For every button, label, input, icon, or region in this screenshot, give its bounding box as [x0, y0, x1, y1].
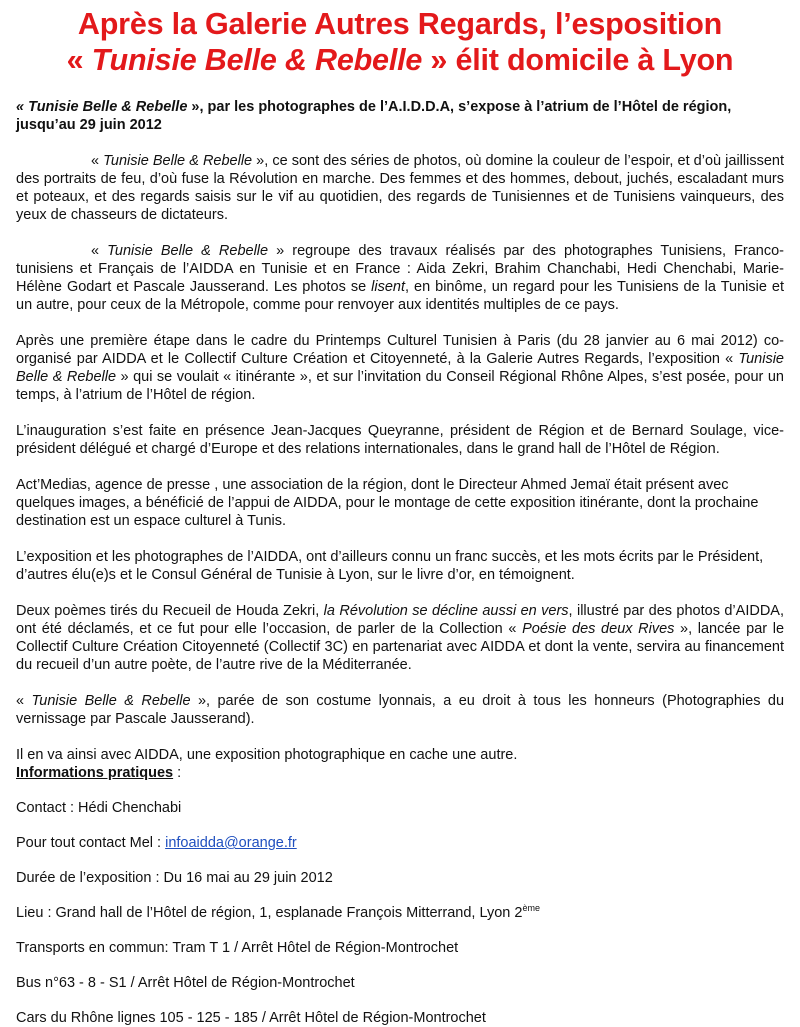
info-mail-label: Pour tout contact Mel :: [16, 835, 166, 851]
p2-text-a: » regroupe des travaux réalisés par des photographes Tunisiens, Franco-tunisiens et Français de l’AIDDA en Tunisie et en France : Aida Zekri, Brahim Chanchabi, Hedi Chenchabi, Marie-Hélène Godart et Pascale Jausserand. Les photos se: [16, 243, 784, 295]
p2-quote: «: [91, 243, 108, 259]
title-line-1: Après la Galerie Autres Regards, l’esposition: [77, 7, 723, 41]
title-quote-close: » élit domicile à Lyon: [422, 43, 734, 77]
p3-text-b: » qui se voulait « itinérante », et sur l’invitation du Conseil Régional Rhône Alpes, s’est posée, pour un temps, à l’atrium de l’Hôtel de région.: [16, 369, 784, 403]
title-quote-open: «: [66, 43, 92, 77]
p2-exhibition-name: Tunisie Belle & Rebelle: [107, 243, 269, 259]
paragraph-6: L’exposition et les photographes de l’AIDDA, ont d’ailleurs connu un franc succès, et les mots écrits par le Président, d’autres élu(e)s et le Consul Général de Tunisie à Lyon, sur le livre d’or, en témoignent.: [16, 549, 764, 583]
lede-text: », par les photographes de l’A.I.D.D.A, s’expose à l’atrium de l’Hôtel de région, jusqu’au 29 juin 2012: [16, 99, 732, 133]
paragraph-2: [16, 242, 784, 314]
p2-text-b: , en binôme, un regard pour les Tunisiens de la Tunisie et un autre, pour ceux de la Métropole, comme pour renvoyer aux identités multiples de ce pays.: [16, 279, 784, 313]
info-heading: Informations pratiques: [16, 765, 174, 781]
info-contact: Contact : Hédi Chenchabi: [16, 800, 182, 816]
info-heading-colon: :: [173, 765, 182, 781]
paragraph-9: Il en va ainsi avec AIDDA, une exposition photographique en cache une autre.: [16, 747, 518, 763]
info-location: [16, 904, 784, 922]
info-location-sup: ème: [522, 903, 540, 914]
p7-text-b: , illustré par des photos d’AIDDA, ont été déclamés, et ce fut pour elle l’occasion, de parler de la Collection «: [16, 603, 785, 637]
info-location-text: Lieu : Grand hall de l’Hôtel de région, 1, esplanade François Mitterrand, Lyon 2: [16, 905, 523, 921]
paragraph-8: [16, 692, 784, 728]
paragraph-5: Act’Medias, agence de presse , une association de la région, dont le Directeur Ahmed Jemaï était présent avec quelques images, a bénéficié de l’appui de AIDDA, pour le montage de cette exposition itinérante, dont la prochaine destination est un espace culturel à Tunis.: [16, 477, 759, 529]
info-heading-line: [16, 764, 784, 782]
paragraph-1: [16, 152, 784, 224]
p7-text-c: », lancée par le Collectif Culture Création Citoyenneté (Collectif 3C) en partenariat avec AIDDA et dont la vente, servira au financement du recueil d’un autre poète, de l’autre rive de la Méditerranée.: [16, 621, 785, 673]
email-link[interactable]: infoaidda@orange.fr: [165, 835, 297, 851]
p8-quote: «: [16, 693, 32, 709]
p8-text: », parée de son costume lyonnais, a eu droit à tous les honneurs (Photographies du vernissage par Pascale Jausserand).: [16, 693, 785, 727]
practical-info: [16, 764, 784, 1027]
title-line-2: [67, 43, 734, 77]
document-page: [16, 6, 784, 1027]
p3-exhibition-name: Tunisie Belle & Rebelle: [16, 351, 784, 385]
info-cars: Cars du Rhône lignes 105 - 125 - 185 / Arrêt Hôtel de Région-Montrochet: [16, 1010, 486, 1026]
p2-italic-word: lisent: [371, 279, 405, 295]
info-transports: Transports en commun: Tram T 1 / Arrêt Hôtel de Région-Montrochet: [16, 940, 459, 956]
paragraph-7: [16, 602, 784, 674]
p8-exhibition-name: Tunisie Belle & Rebelle: [31, 693, 191, 709]
paragraph-4: L’inauguration s’est faite en présence Jean-Jacques Queyranne, président de Région et de Bernard Soulage, vice-président délégué et chargé d’Europe et des relations internationales, dans le grand hall de l’Hôtel de Région.: [16, 423, 784, 457]
title-exhibition-name: Tunisie Belle & Rebelle: [91, 43, 423, 77]
p7-italic-title: la Révolution se décline aussi en vers: [323, 603, 569, 619]
lede: [16, 98, 784, 134]
paragraph-3: [16, 332, 784, 404]
p7-text-a: Deux poèmes tirés du Recueil de Houda Zekri,: [16, 603, 324, 619]
p7-collection-name: Poésie des deux Rives: [522, 621, 675, 637]
info-duration: Durée de l’exposition : Du 16 mai au 29 juin 2012: [16, 870, 333, 886]
page-title: [16, 6, 784, 78]
p1-exhibition-name: Tunisie Belle & Rebelle: [103, 153, 253, 169]
info-bus: Bus n°63 - 8 - S1 / Arrêt Hôtel de Région-Montrochet: [16, 975, 355, 991]
info-mail: [16, 834, 784, 852]
p1-quote: «: [91, 153, 104, 169]
p3-text-a: Après une première étape dans le cadre du Printemps Culturel Tunisien à Paris (du 28 janvier au 6 mai 2012) co-organisé par AIDDA et le Collectif Culture Création et Citoyenneté, à la Galerie Autres Regards, l’exposition «: [16, 333, 784, 367]
lede-exhibition-name: « Tunisie Belle & Rebelle: [16, 99, 188, 115]
p1-text: », ce sont des séries de photos, où domine la couleur de l’espoir, et d’où jaillissent des portraits de feu, d’où fuse la Révolution en marche. Des femmes et des hommes, debout, juchés, escaladant murs et poteaux, et des regards saisis sur le vif au quotidien, des regards de Tunisiennes et de Tunisiens vainqueurs, des yeux de chasseurs de dictateurs.: [16, 153, 784, 223]
